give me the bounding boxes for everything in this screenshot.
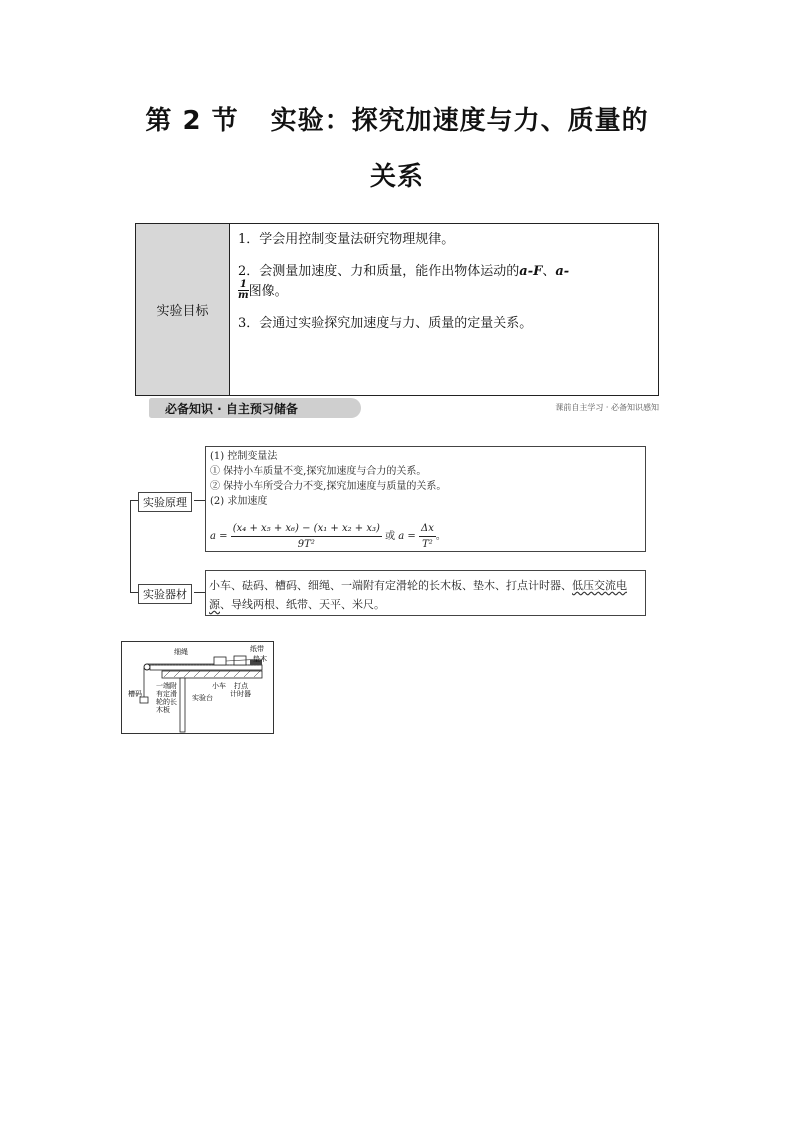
label-weight: 槽码 <box>128 690 142 698</box>
section-number: 第 2 节 <box>145 106 239 136</box>
label-board-1: 一端附 <box>156 682 177 690</box>
objectives-content <box>230 224 659 396</box>
banner-subtitle: 课前自主学习 · 必备知识感知 <box>555 403 659 412</box>
tree-connector <box>194 592 205 593</box>
tree-connector <box>130 592 138 593</box>
label-timer-2: 计时器 <box>230 690 251 698</box>
section-banner <box>135 398 659 418</box>
label-board-4: 木板 <box>156 706 170 714</box>
principle-label: 实验原理 <box>138 492 192 512</box>
label-bench: 实验台 <box>192 694 213 702</box>
banner-title: 必备知识 · 自主预习储备 <box>165 402 298 416</box>
cart-icon <box>214 657 226 665</box>
label-tape: 纸带 <box>250 645 264 653</box>
equipment-box: 小车、砝码、槽码、细绳、一端附有定滑轮的长木板、垫木、打点计时器、低压交流电源、导线两根、纸带、天平、米尺。 <box>205 570 646 616</box>
page-title-line-2: 关系 <box>369 162 424 192</box>
label-board-3: 轮的长 <box>156 698 177 706</box>
pulley-icon <box>144 664 150 670</box>
objectives-label: 实验目标 <box>136 224 230 396</box>
equipment-label: 实验器材 <box>138 584 192 604</box>
acceleration-formula: a = $\frac{\text{(x₄ + x₅ + x₆) − (x₁ + x₂ + x₃)}}{\text{9T²}}$ 或 a = $\frac{\Delta x}{\text{T²}}$ 。 <box>210 523 446 550</box>
label-board-2: 有定滑 <box>156 690 177 698</box>
fraction-1-over-m: $\frac{1}{m}$ <box>238 279 249 301</box>
label-cart: 小车 <box>212 682 226 690</box>
long-board <box>150 665 262 670</box>
page-title-line-1 <box>0 100 794 137</box>
principle-box: (1) 控制变量法 ① 保持小车质量不变,探究加速度与合力的关系。 ② 保持小车所受合力不变,探究加速度与质量的关系。 (2) 求加速度 a = $\frac{\text{(x₄ + x₅ + x₆) − (x₁ + x₂ + x₃)}}{\text{9T²}}$ 或 a = $\frac{\Delta x}{\text{T²}}$ 。 <box>205 446 646 552</box>
tree-connector <box>130 500 138 501</box>
objectives-table <box>135 223 659 396</box>
apparatus-figure <box>121 641 274 734</box>
label-timer-1: 打点 <box>234 682 248 690</box>
objective-item-1: 1．学会用控制变量法研究物理规律。 <box>238 232 455 247</box>
objective-item-3: 3．会通过实验探究加速度与力、质量的定量关系。 <box>238 316 533 331</box>
bench-leg <box>180 678 185 732</box>
bench-top <box>162 671 262 678</box>
tree-connector <box>130 500 131 592</box>
tree-connector <box>194 500 205 501</box>
page-title-text: 实验：探究加速度与力、质量的 <box>270 106 649 136</box>
apparatus-diagram <box>122 642 273 733</box>
objective-item-2: 2．会测量加速度、力和质量，能作出物体运动的a-F、a- $\frac{1}{m}$ 图像。 <box>238 264 570 301</box>
label-block: 垫木 <box>253 655 267 663</box>
label-rope: 细绳 <box>174 648 188 656</box>
